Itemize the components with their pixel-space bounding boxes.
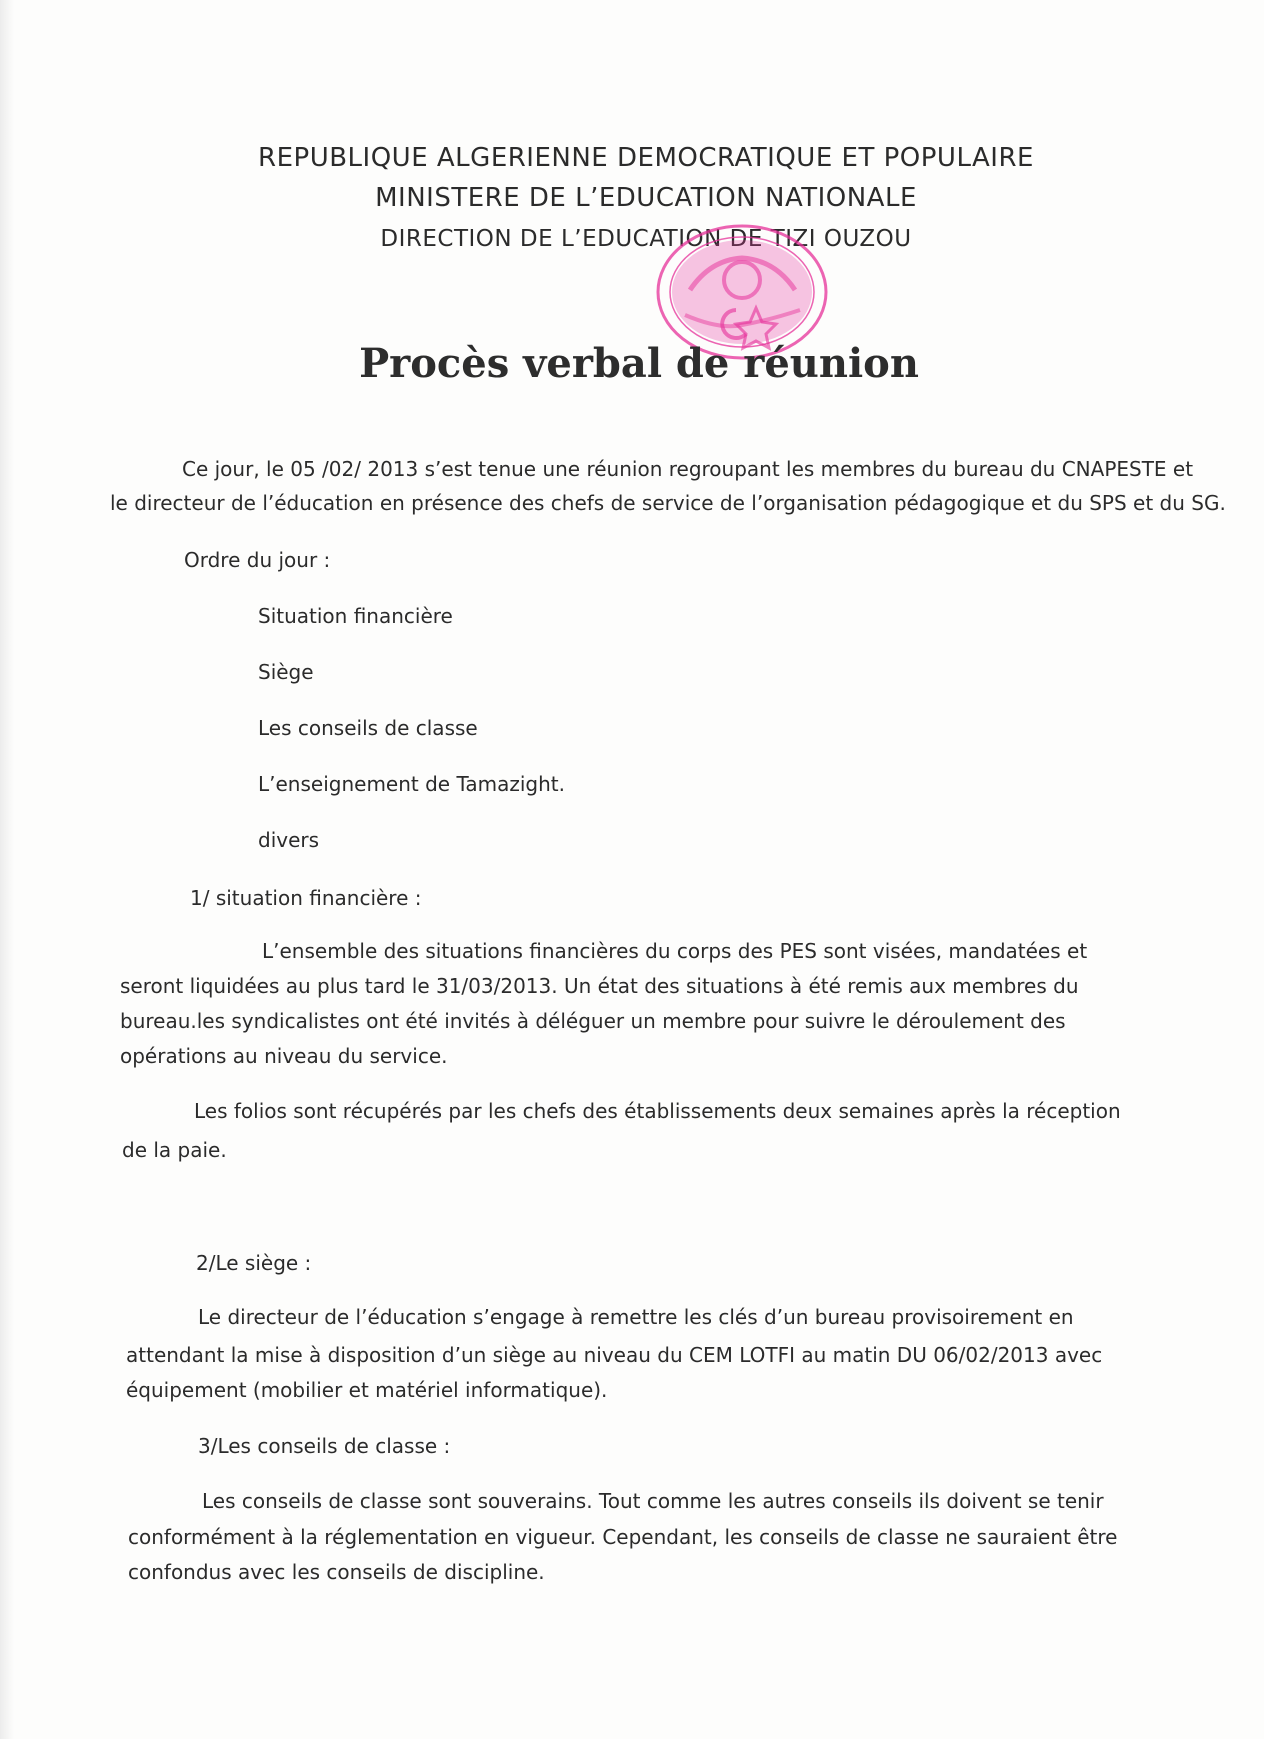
section2-heading: 2/Le siège : — [196, 1251, 312, 1275]
section3-heading: 3/Les conseils de classe : — [198, 1434, 451, 1458]
section1-p1-line: seront liquidées au plus tard le 31/03/2013. Un état des situations à été remis aux membres du — [120, 974, 1079, 998]
agenda-item: Les conseils de classe — [258, 716, 478, 740]
intro-line-2: le directeur de l’éducation en présence des chefs de service de l’organisation pédagogique et du SPS et du SG. — [110, 491, 1226, 515]
section1-heading: 1/ situation financière : — [190, 886, 422, 910]
intro-line-1: Ce jour, le 05 /02/ 2013 s’est tenue une réunion regroupant les membres du bureau du CNAPESTE et — [182, 457, 1194, 481]
section1-p2-line: de la paie. — [122, 1138, 227, 1162]
header-republic: REPUBLIQUE ALGERIENNE DEMOCRATIQUE ET POPULAIRE — [258, 143, 1034, 173]
header-ministry: MINISTERE DE L’EDUCATION NATIONALE — [375, 183, 917, 213]
agenda-item: Siège — [258, 660, 314, 684]
section1-p1-line: L’ensemble des situations financières du corps des PES sont visées, mandatées et — [262, 939, 1088, 963]
section1-p1-line: opérations au niveau du service. — [120, 1044, 448, 1068]
section3-p1-line: conformément à la réglementation en vigueur. Cependant, les conseils de classe ne sauraient être — [128, 1525, 1118, 1549]
agenda-heading: Ordre du jour : — [184, 548, 331, 572]
section1-p1-line: bureau.les syndicalistes ont été invités à déléguer un membre pour suivre le déroulement des — [120, 1009, 1066, 1033]
agenda-item: L’enseignement de Tamazight. — [258, 772, 565, 796]
section1-p2-line: Les folios sont récupérés par les chefs des établissements deux semaines après la réception — [194, 1099, 1121, 1123]
section2-p1-line: attendant la mise à disposition d’un siège au niveau du CEM LOTFI au matin DU 06/02/2013 avec — [126, 1343, 1103, 1367]
section3-p1-line: confondus avec les conseils de discipline. — [128, 1560, 545, 1584]
official-stamp — [650, 220, 830, 360]
section2-p1-line: équipement (mobilier et matériel informatique). — [126, 1378, 608, 1402]
section3-p1-line: Les conseils de classe sont souverains. Tout comme les autres conseils ils doivent se tenir — [202, 1489, 1104, 1513]
agenda-item: divers — [258, 828, 320, 852]
page-title: Procès verbal de réunion — [359, 340, 919, 387]
agenda-item: Situation financière — [258, 604, 453, 628]
header-direction: DIRECTION DE L’EDUCATION DE TIZI OUZOU — [380, 226, 912, 252]
section2-p1-line: Le directeur de l’éducation s’engage à remettre les clés d’un bureau provisoirement en — [198, 1305, 1074, 1329]
scan-edge — [0, 0, 14, 1739]
